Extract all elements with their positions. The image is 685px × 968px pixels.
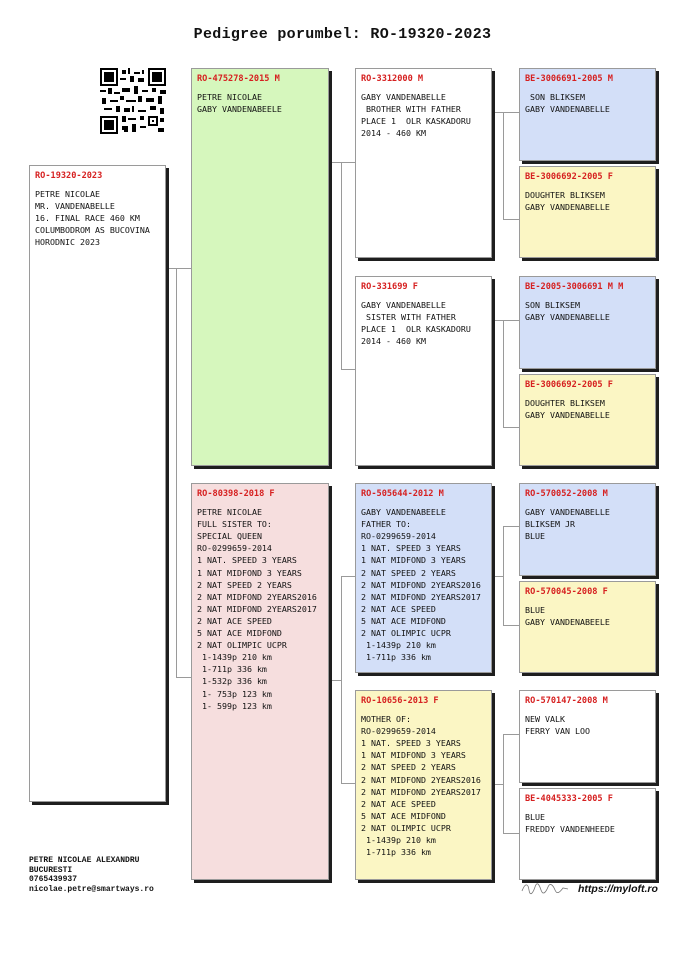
card-line: SPECIAL QUEEN [197,531,262,542]
pigeon-card-dam-sire [355,483,492,673]
card-line: GABY VANDENABELLE [525,202,610,213]
card-line: 1-711p 336 km [361,847,431,858]
pigeon-card-main [29,165,166,802]
card-line: GABY VANDENABELLE [525,507,610,518]
website-link[interactable]: https://myloft.ro [578,883,658,895]
card-lines [525,713,650,737]
connector-dam-branch [341,576,356,784]
card-line: FULL SISTER TO: [197,519,272,530]
card-line: 2 NAT SPEED 2 YEARS [197,579,292,590]
card-line: 2 NAT ACE SPEED [361,798,436,809]
breeder-email[interactable]: nicolae.petre@smartways.ro [29,884,154,894]
card-line: DOUGHTER BLIKSEM [525,190,605,201]
pigeon-card-dsd [519,581,656,673]
card-lines [35,188,160,248]
card-line: 1-1439p 210 km [361,835,436,846]
card-line: 1 NAT. SPEED 3 YEARS [361,543,461,554]
card-line: 2014 - 460 KM [361,336,426,347]
card-line: 1- 753p 123 km [197,688,272,699]
card-line: FATHER TO: [361,519,411,530]
card-lines [361,91,486,139]
card-line: GABY VANDENABELLE [525,104,610,115]
card-line: 2 NAT OLIMPIC UCPR [361,822,451,833]
ring-number: RO-3312000 M [361,74,424,84]
card-line: GABY VANDENABELLE [525,312,610,323]
card-line: COLUMBODROM AS BUCOVINA [35,225,150,236]
card-line: SON BLIKSEM [525,300,580,311]
card-lines [525,604,650,628]
card-line: 2 NAT MIDFOND 2YEARS2016 [197,591,317,602]
ring-number: BE-3006692-2005 F [525,380,613,390]
card-line: 1-711p 336 km [197,664,267,675]
ring-number: BE-4045333-2005 F [525,794,613,804]
card-line: RO-0299659-2014 [361,726,436,737]
pigeon-card-ssd [519,166,656,258]
card-line: PETRE NICOLAE [197,507,262,518]
pigeon-card-sdd [519,374,656,466]
card-lines [525,91,650,115]
card-line: 2 NAT ACE SPEED [361,603,436,614]
ring-number: RO-475278-2015 M [197,74,280,84]
card-lines [361,299,486,347]
card-line: PLACE 1 OLR KASKADORU [361,324,471,335]
card-line: 2 NAT ACE SPEED [197,615,272,626]
card-line: 2 NAT OLIMPIC UCPR [197,640,287,651]
card-line: 1 NAT MIDFOND 3 YEARS [361,750,466,761]
connector-sd-branch [503,320,519,428]
card-line: BROTHER WITH FATHER [361,104,461,115]
card-line: 1- 599p 123 km [197,700,272,711]
card-line: GABY VANDENABEELE [361,507,446,518]
pigeon-card-dss [519,483,656,576]
card-lines [525,397,650,421]
card-line: 2 NAT OLIMPIC UCPR [361,628,451,639]
card-line: 1 NAT MIDFOND 3 YEARS [361,555,466,566]
connector-dd-branch [503,734,519,834]
card-line: BLUE [525,812,545,823]
ring-number: BE-3006691-2005 M [525,74,613,84]
page-title: Pedigree porumbel: RO-19320-2023 [193,26,492,43]
card-line: 5 NAT ACE MIDFOND [361,615,446,626]
card-line: RO-0299659-2014 [361,531,436,542]
card-line: GABY VANDENABEELE [197,104,282,115]
ring-number: BE-2005-3006691 M M [525,282,624,292]
card-line: 5 NAT ACE MIDFOND [197,628,282,639]
pigeon-card-dam-dam [355,690,492,880]
card-line: MR. VANDENABELLE [35,201,115,212]
card-line: FERRY VAN LOO [525,726,590,737]
ring-number: RO-331699 F [361,282,418,292]
card-lines [525,299,650,323]
card-lines [197,91,323,115]
pigeon-card-sss [519,68,656,161]
pigeon-card-dds [519,690,656,783]
card-line: 16. FINAL RACE 460 KM [35,213,140,224]
card-line: 1-532p 336 km [197,676,267,687]
card-line: MOTHER OF: [361,714,411,725]
card-line: 1 NAT. SPEED 3 YEARS [361,738,461,749]
card-line: 2 NAT MIDFOND 2YEARS2016 [361,774,481,785]
connector-dam [328,680,342,681]
ring-number: RO-10656-2013 F [361,696,439,706]
card-line: PETRE NICOLAE [197,92,262,103]
card-line: 1 NAT. SPEED 3 YEARS [197,555,297,566]
connector-sire [328,162,342,163]
connector-sire-branch [341,162,356,370]
ring-number: RO-570147-2008 M [525,696,608,706]
card-line: 5 NAT ACE MIDFOND [361,810,446,821]
card-line: RO-0299659-2014 [197,543,272,554]
card-lines [525,506,650,542]
ring-number: RO-570045-2008 F [525,587,608,597]
card-line: FREDDY VANDENHEEDE [525,824,615,835]
card-line: BLUE [525,531,545,542]
breeder-name: PETRE NICOLAE ALEXANDRU [29,856,140,865]
card-line: DOUGHTER BLIKSEM [525,398,605,409]
pigeon-card-ddd [519,788,656,880]
card-line: 1-711p 336 km [361,652,431,663]
card-lines [361,506,486,663]
card-line: BLIKSEM JR [525,519,575,530]
card-line: 2 NAT MIDFOND 2YEARS2017 [361,786,481,797]
card-line: GABY VANDENABELLE [361,92,446,103]
card-line: 2 NAT MIDFOND 2YEARS2017 [361,591,481,602]
qr-code-icon [100,68,166,134]
card-line: GABY VANDENABELLE [361,300,446,311]
connector-ss-branch [503,112,519,220]
card-line: 1-1439p 210 km [197,652,272,663]
pigeon-card-sds [519,276,656,369]
signature-icon [520,881,570,895]
breeder-phone: 0765439937 [29,875,78,884]
card-lines [525,189,650,213]
pigeon-card-dam [191,483,329,880]
card-line: 1 NAT MIDFOND 3 YEARS [197,567,302,578]
card-line: SISTER WITH FATHER [361,312,456,323]
ring-number: RO-19320-2023 [35,171,103,181]
ring-number: BE-3006692-2005 F [525,172,613,182]
pigeon-card-sire [191,68,329,466]
card-line: 2 NAT SPEED 2 YEARS [361,567,456,578]
ring-number: RO-505644-2012 M [361,489,444,499]
card-line: 2 NAT MIDFOND 2YEARS2016 [361,579,481,590]
card-lines [525,811,650,835]
card-line: 2 NAT MIDFOND 2YEARS2017 [197,603,317,614]
card-line: 2 NAT SPEED 2 YEARS [361,762,456,773]
pigeon-card-sire-dam [355,276,492,466]
card-line: GABY VANDENABELLE [525,410,610,421]
ring-number: RO-80398-2018 F [197,489,275,499]
card-line: 2014 - 460 KM [361,128,426,139]
card-line: NEW VALK [525,714,565,725]
breeder-contact [29,856,154,894]
card-line: GABY VANDENABEELE [525,617,610,628]
card-lines [197,506,323,712]
card-line: PETRE NICOLAE [35,189,100,200]
card-line: SON BLIKSEM [525,92,585,103]
card-line: BLUE [525,605,545,616]
card-line: PLACE 1 OLR KASKADORU [361,116,471,127]
card-lines [361,713,486,858]
breeder-city: BUCURESTI [29,865,73,875]
ring-number: RO-570052-2008 M [525,489,608,499]
pigeon-card-sire-sire [355,68,492,258]
card-line: 1-1439p 210 km [361,640,436,651]
connector-ds-branch [503,526,519,626]
card-line: HORODNIC 2023 [35,237,100,248]
